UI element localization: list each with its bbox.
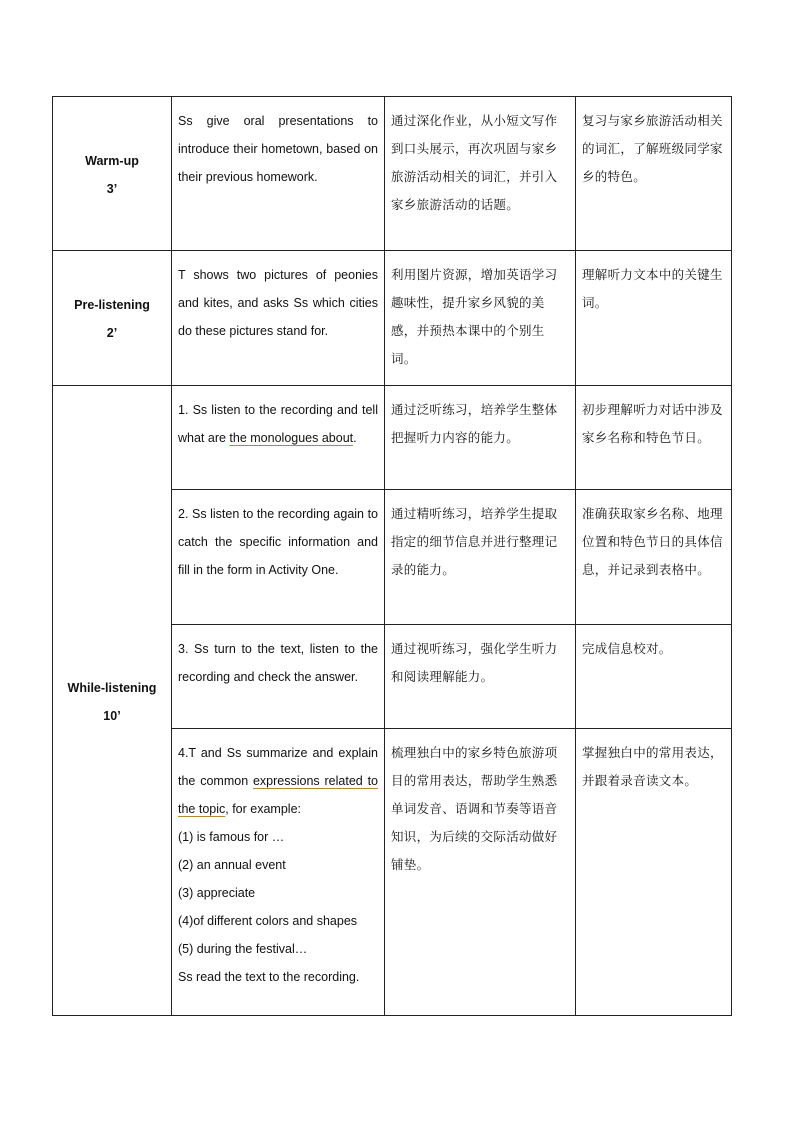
example-line: (1) is famous for … bbox=[178, 830, 285, 844]
underlined-phrase: the monologues about bbox=[229, 431, 354, 445]
activity-cell: 3. Ss turn to the text, listen to the recording and check the answer. bbox=[172, 625, 385, 729]
activity-text: , for example: bbox=[225, 802, 301, 816]
table-row bbox=[53, 97, 732, 251]
stage-duration: 10’ bbox=[103, 708, 121, 723]
purpose-cell: 通过泛听练习，培养学生整体把握听力内容的能力。 bbox=[385, 386, 576, 490]
example-line: (3) appreciate bbox=[178, 886, 256, 900]
purpose-cell: 通过精听练习，培养学生提取指定的细节信息并进行整理记录的能力。 bbox=[385, 490, 576, 625]
activity-text: 4.T and Ss summarize and explain the common bbox=[178, 746, 378, 788]
stage-duration: 2’ bbox=[106, 326, 118, 340]
goal-cell: 完成信息校对。 bbox=[576, 625, 732, 729]
goal-cell: 理解听力文本中的关键生词。 bbox=[576, 251, 732, 386]
example-line: (4)of different colors and shapes bbox=[178, 914, 358, 928]
underlined-phrase: expressions related to the topic bbox=[178, 774, 378, 816]
activity-text: 1. Ss listen to the recording and tell what are bbox=[178, 403, 378, 445]
stage-name: Warm-up bbox=[85, 153, 139, 168]
activity-cell: Ss give oral presentations to introduce their hometown, based on their previous homework. bbox=[172, 97, 385, 251]
table-row bbox=[53, 251, 732, 386]
stage-cell bbox=[53, 386, 172, 1016]
table-row bbox=[53, 386, 732, 490]
example-line: (2) an annual event bbox=[178, 858, 286, 872]
stage-name: While-listening bbox=[67, 680, 157, 695]
activity-cell: 2. Ss listen to the recording again to catch the specific information and fill in the form in Activity One. bbox=[172, 490, 385, 625]
goal-cell: 复习与家乡旅游活动相关的词汇，了解班级同学家乡的特色。 bbox=[576, 97, 732, 251]
activity-cell bbox=[172, 386, 385, 490]
activity-cell bbox=[172, 729, 385, 1016]
goal-cell: 准确获取家乡名称、地理位置和特色节日的具体信息，并记录到表格中。 bbox=[576, 490, 732, 625]
stage-duration: 3’ bbox=[106, 181, 118, 196]
example-line: (5) during the festival… bbox=[178, 942, 308, 956]
lesson-plan-table bbox=[52, 96, 732, 1016]
stage-name: Pre-listening bbox=[74, 298, 150, 312]
example-line: Ss read the text to the recording. bbox=[178, 970, 360, 984]
purpose-cell: 利用图片资源，增加英语学习趣味性，提升家乡风貌的美感，并预热本课中的个别生词。 bbox=[385, 251, 576, 386]
stage-cell bbox=[53, 251, 172, 386]
purpose-cell: 梳理独白中的家乡特色旅游项目的常用表达，帮助学生熟悉单词发音、语调和节奏等语音知识，为后续的交际活动做好铺垫。 bbox=[385, 729, 576, 1016]
goal-cell: 初步理解听力对话中涉及家乡名称和特色节日。 bbox=[576, 386, 732, 490]
purpose-cell: 通过视听练习，强化学生听力和阅读理解能力。 bbox=[385, 625, 576, 729]
activity-text: . bbox=[353, 431, 357, 445]
stage-cell bbox=[53, 97, 172, 251]
purpose-cell: 通过深化作业，从小短文写作到口头展示，再次巩固与家乡旅游活动相关的词汇，并引入家乡旅游活动的话题。 bbox=[385, 97, 576, 251]
activity-cell: T shows two pictures of peonies and kites, and asks Ss which cities do these pictures stand for. bbox=[172, 251, 385, 386]
goal-cell: 掌握独白中的常用表达，并跟着录音读文本。 bbox=[576, 729, 732, 1016]
